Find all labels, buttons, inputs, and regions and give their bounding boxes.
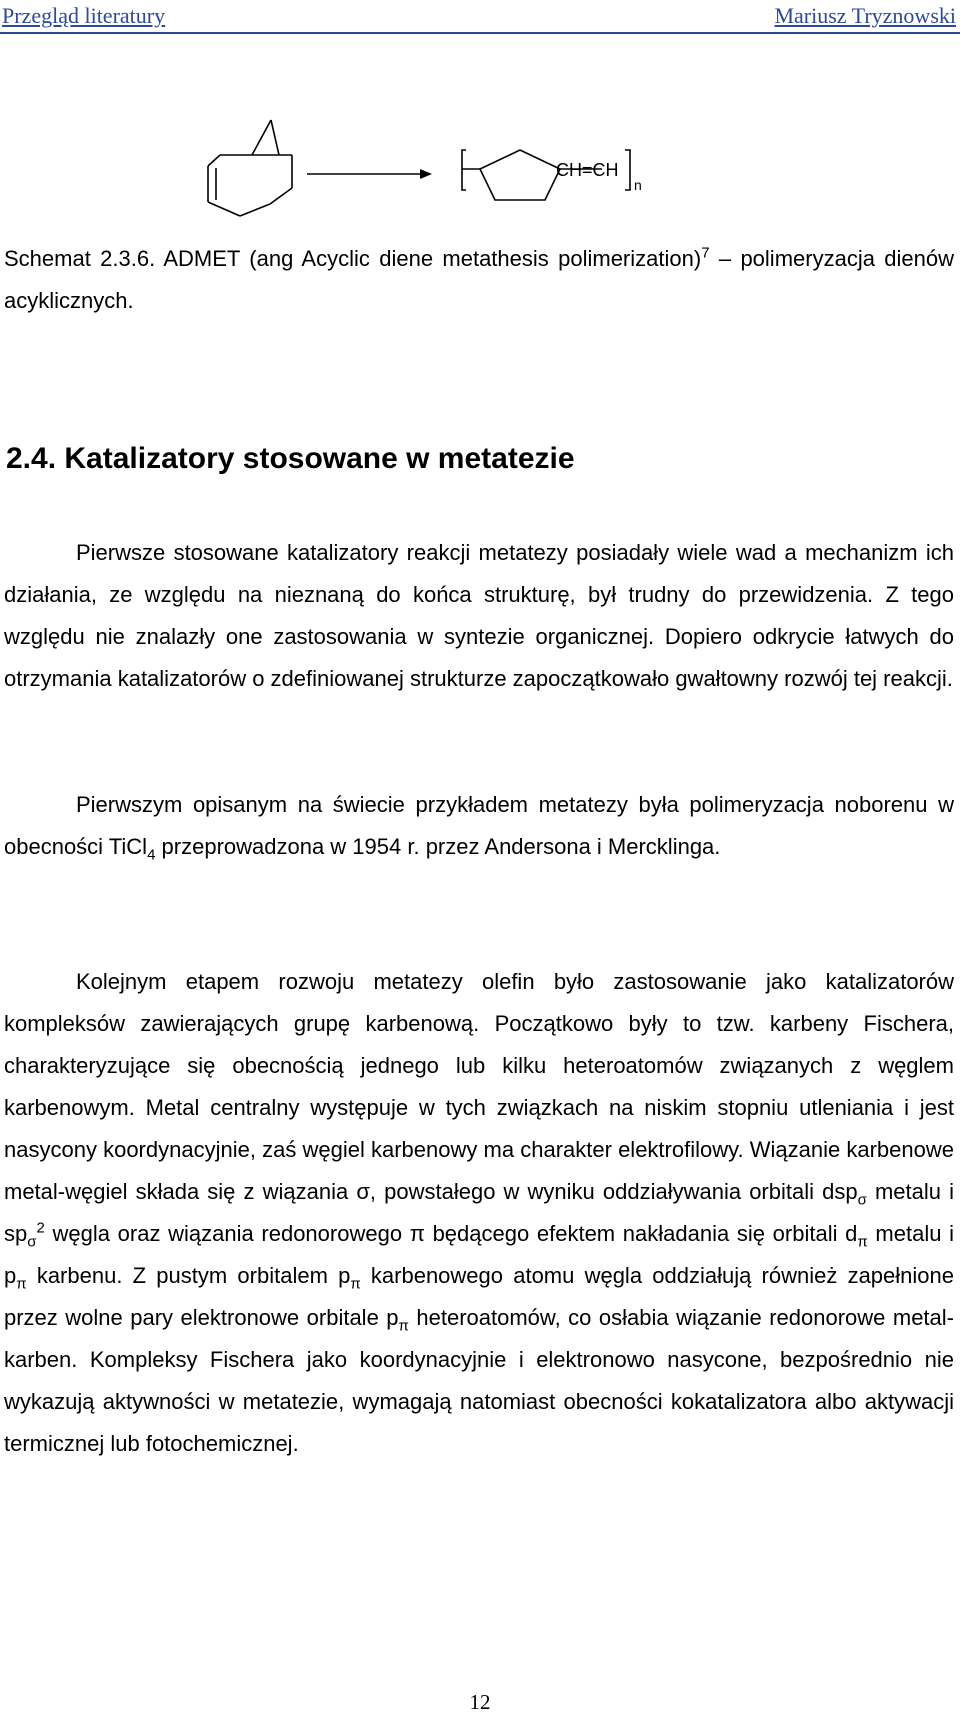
- section-heading: 2.4. Katalizatory stosowane w metatezie: [6, 442, 575, 475]
- page-header: [0, 0, 960, 34]
- reaction-arrow: [307, 169, 432, 179]
- header-rule: [0, 32, 960, 34]
- repeat-index: n: [634, 177, 642, 193]
- paragraph-1: Pierwsze stosowane katalizatory reakcji metatezy posiadały wiele wad a mechanizm ich działania, ze względu na nieznaną do końca strukturę, był trudny do przewidzenia. Z tego względu nie znalazły one zastosowania w syntezie organicznej. Dopiero odkrycie łatwych do otrzymania katalizatorów o zdefiniowanej strukturze zapoczątkowało gwałtowny rozwój tej reakcji.: [4, 540, 954, 691]
- reference-superscript: 7: [701, 244, 710, 262]
- paragraph-2: Pierwszym opisanym na świecie przykładem metatezy była polimeryzacja noborenu w obecności TiCl$_4$ przeprowadzona w 1954 r. przez Andersona i Mercklinga.: [4, 792, 954, 864]
- header-section-title: Przegląd literatury: [2, 3, 166, 28]
- norbornene-structure: [208, 120, 292, 216]
- admet-reaction-scheme: [200, 108, 700, 233]
- page-number: 12: [469, 1690, 491, 1714]
- scheme-caption: Schemat 2.3.6. ADMET (ang Acyclic diene metathesis polimerization)$^7$ – polimeryzacja dienów acyklicznych.: [4, 244, 955, 313]
- product-group-label: CH=CH: [556, 160, 619, 180]
- header-author: Mariusz Tryznowski: [774, 3, 956, 28]
- paragraph-3: Kolejnym etapem rozwoju metatezy olefin było zastosowanie jako katalizatorów kompleksów zawierających grupę karbenową. Początkowo były to tzw. karbeny Fischera, charakteryzujące się obecnością jednego lub kilku heteroatomów związanych z węglem karbenowym. Metal centralny występuje w tych związkach na niskim stopniu utleniania i jest nasycony koordynacyjnie, zaś węgiel karbenowy ma charakter elektrofilowy. Wiązanie karbenowe metal-węgiel składa się z wiązania σ, powstałego w wyniku oddziaływania orbitali dsp$_\sigma$ metalu i $sp_\sigma^2$ węgla oraz wiązania redonorowego π będącego efektem nakładania się orbitali $d_\pi$ metalu i $p_\pi$ karbenu. Z pustym orbitalem $p_\pi$ karbenowego atomu węgla oddziałują również zapełnione przez wolne pary elektronowe orbitale $p_\pi$ heteroatomów, co osłabia wiązanie redonorowe metal-karben. Kompleksy Fischera jako koordynacyjnie i elektronowo nasycone, bezpośrednio nie wykazują aktywności w metatezie, wymagają natomiast obecności kokatalizatora albo aktywacji termicznej lub fotochemicznej.: [4, 969, 954, 1456]
